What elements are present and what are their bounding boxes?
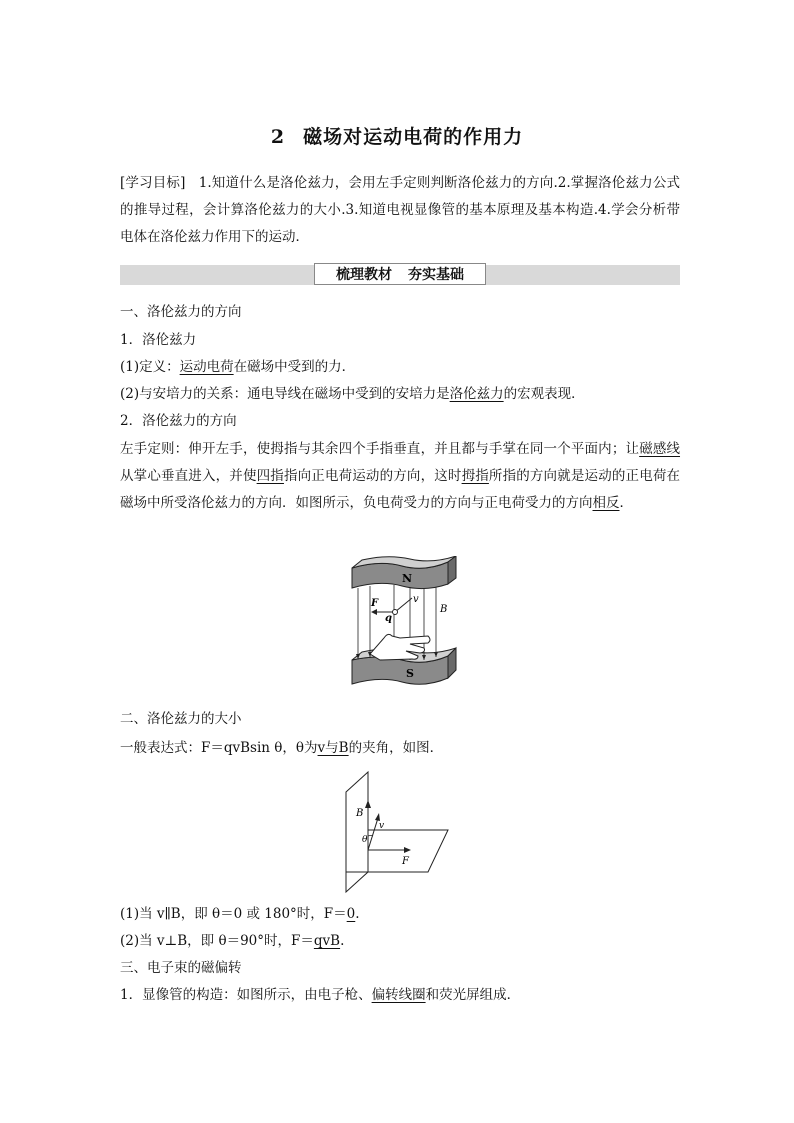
case-perpendicular: [120, 931, 344, 951]
angle-arc: [368, 836, 373, 837]
figure-magnet-left-hand: [340, 556, 460, 701]
banner-right: 夯实基础: [408, 267, 464, 283]
def-prefix: (1)定义：: [120, 359, 180, 375]
label-theta: θ: [362, 835, 368, 845]
expr-prefix: 一般表达式：F＝qvBsin θ，θ为: [120, 740, 318, 756]
objectives-text: 1.知道什么是洛伦兹力，会用左手定则判断洛伦兹力的方向.2.掌握洛伦兹力公式的推导过程，会计算洛伦兹力的大小.3.知道电视显像管的基本原理及基本构造.4.学会分析带电体在洛伦兹力作用下的运动．: [120, 175, 680, 245]
item1-suffix: 和荧光屏组成．: [425, 987, 521, 1003]
rule-part2: 从掌心垂直进入，并使: [120, 468, 257, 484]
section-banner: [314, 263, 486, 285]
case2-prefix: (2)当 v⊥B，即 θ＝90°时，F＝: [120, 933, 314, 949]
label-F: F: [371, 598, 379, 609]
F-arrowhead: [404, 847, 411, 853]
label-N: N: [402, 572, 413, 585]
page-title: [0, 122, 794, 149]
case2-answer: qvB: [313, 933, 341, 949]
title-number: 2: [270, 126, 286, 148]
title-text: 磁场对运动电荷的作用力: [303, 126, 524, 148]
rule-part1: 左手定则：伸开左手，使拇指与其余四个手指垂直，并且都与手掌在同一个平面内；让: [120, 441, 640, 457]
velocity-arrow: [395, 598, 412, 612]
vertical-plane: [346, 772, 368, 892]
def-answer: 运动电荷: [179, 359, 234, 375]
v-arrow: [368, 818, 378, 850]
expr-answer: v与B: [317, 740, 349, 756]
rel-suffix: 的宏观表现．: [503, 386, 585, 402]
label-B2: B: [356, 808, 364, 819]
rel-answer: 洛伦兹力: [449, 386, 504, 402]
section2-heading: 二、洛伦兹力的大小: [120, 711, 242, 727]
label-v: v: [413, 594, 419, 605]
section1-sub2: 2．洛伦兹力的方向: [120, 413, 237, 429]
label-q: q: [385, 613, 392, 624]
rule-part5: ．: [619, 495, 633, 511]
item1-answer: 偏转线圈: [371, 987, 426, 1003]
rule-answer-field-lines: 磁感线: [639, 441, 681, 457]
left-hand-rule: [120, 436, 680, 517]
label-v2: v: [379, 821, 385, 831]
rule-part4: 所指的方向就是运动的正电荷在磁场中所受洛伦兹力的方向．如图所示，负电荷受力的方向与正电荷受力的方向: [120, 468, 681, 511]
label-S: S: [406, 667, 414, 680]
rule-answer-fingers: 四指: [256, 468, 284, 484]
case1-suffix: .: [355, 906, 360, 922]
v-arrowhead: [375, 813, 380, 821]
rule-answer-thumb: 拇指: [461, 468, 489, 484]
charge-q: [393, 610, 398, 615]
case1-answer: 0: [346, 906, 356, 922]
section1-heading: 一、洛伦兹力的方向: [120, 304, 242, 320]
rel-prefix: (2)与安培力的关系：通电导线在磁场中受到的安培力是: [120, 386, 450, 402]
rule-answer-opposite: 相反: [592, 495, 620, 511]
label-B: B: [440, 604, 448, 615]
def-suffix: 在磁场中受到的力．: [233, 359, 356, 375]
label-F2: F: [402, 856, 409, 867]
section3-heading: 三、电子束的磁偏转: [120, 960, 242, 976]
case2-suffix: .: [340, 933, 345, 949]
learning-objectives: [120, 170, 680, 251]
case-parallel: [120, 904, 360, 924]
section1-sub1: 1．洛伦兹力: [120, 332, 197, 348]
case1-prefix: (1)当 v∥B，即 θ＝0 或 180°时，F＝: [120, 906, 347, 922]
objectives-label: [学习目标]: [120, 175, 186, 191]
banner-left: 梳理教材: [336, 267, 392, 283]
expr-suffix: 的夹角，如图．: [348, 740, 444, 756]
definition-line: [120, 357, 355, 377]
picture-tube-structure: [120, 985, 520, 1005]
relation-line: [120, 384, 585, 404]
general-expression: [120, 738, 443, 758]
rule-part3: 指向正电荷运动的方向，这时: [283, 468, 462, 484]
force-arrowhead: [371, 609, 377, 615]
figure-angle-planes: [344, 770, 450, 894]
item1-prefix: 1．显像管的构造：如图所示，由电子枪、: [120, 987, 372, 1003]
